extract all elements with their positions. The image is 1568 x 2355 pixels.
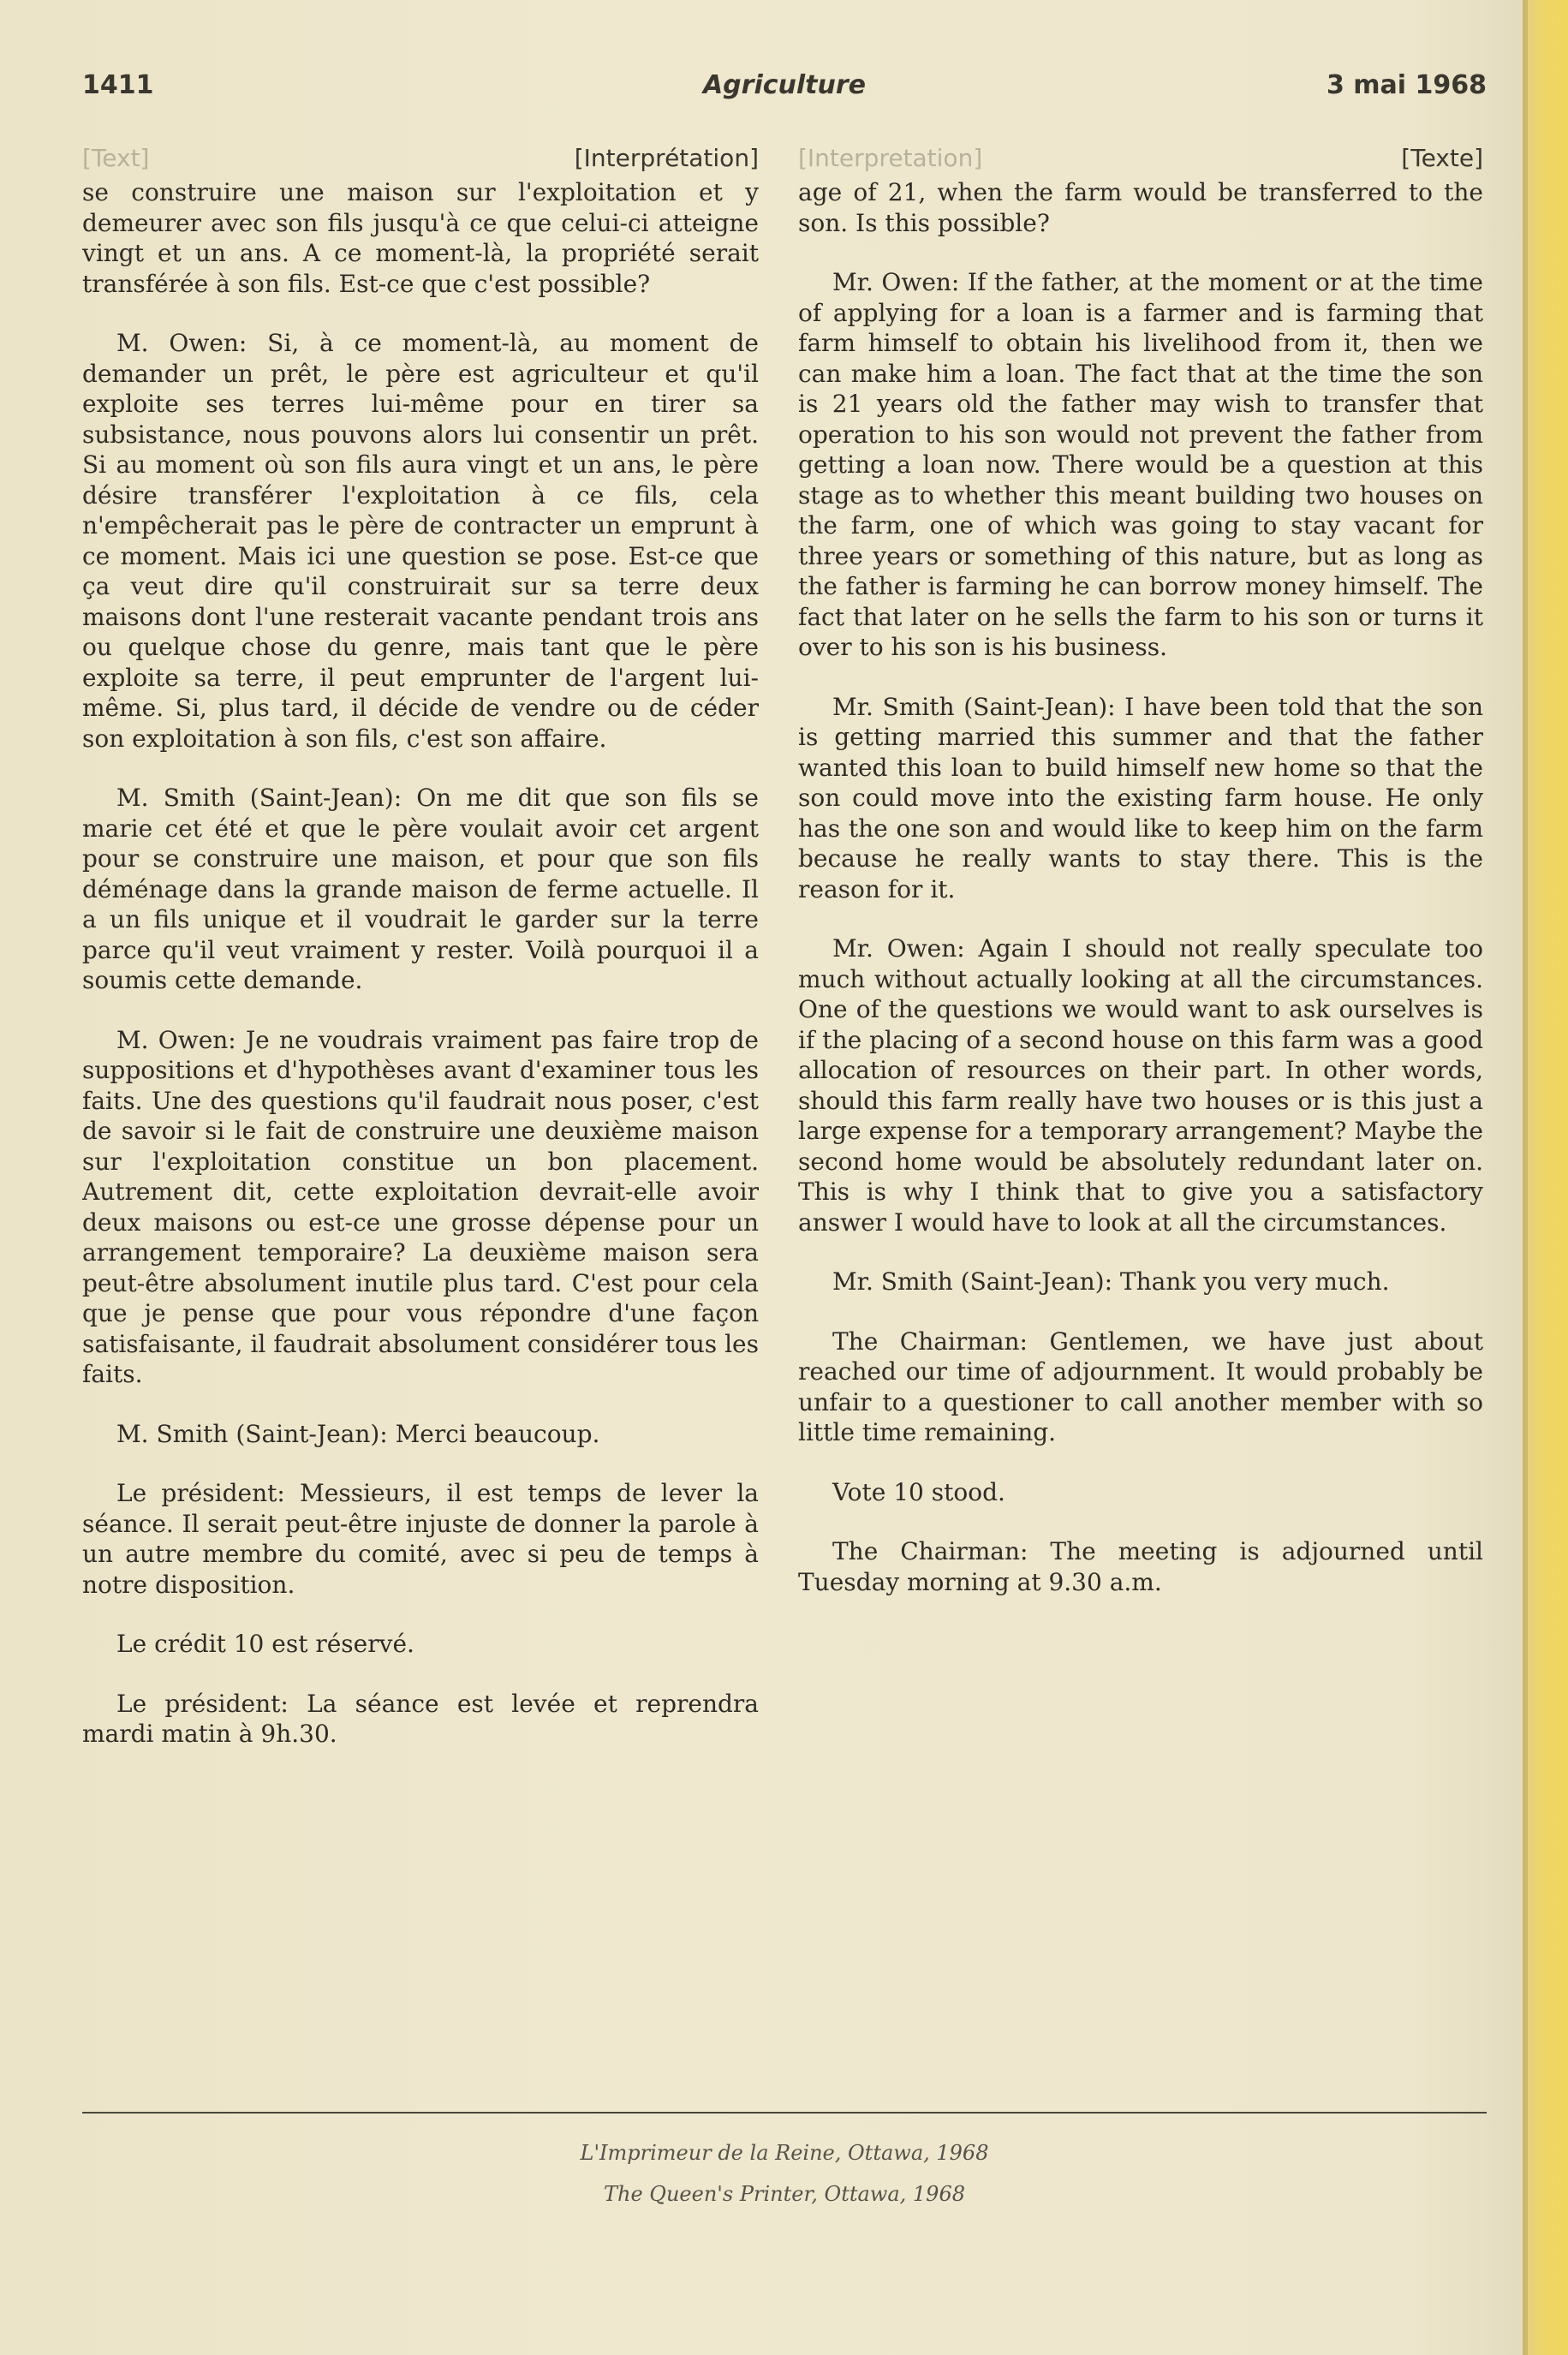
footer-printer-en: The Queen's Printer, Ottawa, 1968 (604, 2182, 965, 2206)
right-paragraph: Mr. Smith (Saint-Jean): Thank you very much. (832, 1267, 1390, 1296)
right-paragraph: Vote 10 stood. (832, 1477, 1005, 1506)
right-column-text (798, 177, 1483, 1597)
page-edge-binding (1523, 0, 1568, 2355)
page-header (82, 70, 1487, 113)
left-column-text (82, 177, 759, 1750)
right-paragraph: The Chairman: Gentlemen, we have just about reached our time of adjournment. It would probably be unfair to a questioner to call another member with so little time remaining. (798, 1327, 1483, 1446)
footer-printer-fr: L'Imprimeur de la Reine, Ottawa, 1968 (580, 2141, 989, 2165)
left-paragraph: M. Owen: Je ne voudrais vraiment pas faire trop de suppositions et d'hypothèses avant d'examiner tous les faits. Une des questions qu'il faudrait nous poser, c'est de savoir si le fait de construire une deuxième maison sur l'exploitation constitue un bon placement. Autrement dit, cette exploitation devrait-elle avoir deux maisons ou est-ce une grosse dépense pour un arrangement temporaire? La deuxième maison sera peut-être absolument inutile plus tard. C'est pour cela que je pense que pour vous répondre d'une façon satisfaisante, il faudrait absolument considérer tous les faits. (82, 1025, 759, 1388)
right-paragraph: Mr. Smith (Saint-Jean): I have been told that the son is getting married this summer and that the father wanted this loan to build himself new home so that the son could move into the existing farm house. He only has the one son and would like to keep him on the farm because he really wants to stay there. This is the reason for it. (798, 692, 1483, 903)
left-paragraph: Le crédit 10 est réservé. (116, 1630, 414, 1658)
left-paragraph: M. Smith (Saint-Jean): Merci beaucoup. (116, 1419, 600, 1448)
left-column-label-right: [Interprétation] (574, 144, 759, 172)
right-paragraph: age of 21, when the farm would be transferred to the son. Is this possible? (798, 178, 1483, 237)
footer-divider (82, 2112, 1487, 2114)
right-paragraph: The Chairman: The meeting is adjourned until Tuesday morning at 9.30 a.m. (798, 1537, 1483, 1596)
running-title: Agriculture (702, 70, 867, 100)
left-paragraph: M. Owen: Si, à ce moment-là, au moment de demander un prêt, le père est agriculteur et qu'il exploite ses terres lui-même pour en tirer sa subsistance, nous pouvons alors lui consentir un prêt. Si au moment où son fils aura vingt et un ans, le père désire transférer l'exploitation à ce fils, cela n'empêcherait pas le père de contracter un emprunt à ce moment. Mais ici une question se pose. Est-ce que ça veut dire qu'il construirait sur sa terre deux maisons dont l'une resterait vacante pendant trois ans ou quelque chose du genre, mais tant que le père exploite sa terre, il peut emprunter de l'argent lui-même. Si, plus tard, il décide de vendre ou de céder son exploitation à son fils, c'est son affaire. (82, 329, 759, 753)
page-date: 3 mai 1968 (1326, 70, 1487, 100)
right-paragraph: Mr. Owen: Again I should not really speculate too much without actually looking at all the circumstances. One of the questions we would want to ask ourselves is if the placing of a second house on this farm was a good allocation of resources on their part. In other words, should this farm really have two houses or is this just a large expense for a temporary arrangement? Maybe the second home would be absolutely redundant later on. This is why I think that to give you a satisfactory answer I would have to look at all the circumstances. (798, 934, 1483, 1237)
page-number: 1411 (82, 70, 154, 100)
right-column (798, 144, 1483, 1597)
left-column-label-left: [Text] (82, 144, 150, 172)
left-paragraph: Le président: Messieurs, il est temps de lever la séance. Il serait peut-être injuste de donner la parole à un autre membre du comité, avec si peu de temps à notre disposition. (82, 1479, 759, 1599)
right-column-label-right: [Texte] (1401, 144, 1483, 172)
left-column (82, 144, 759, 1750)
right-column-label (798, 144, 1483, 172)
left-paragraph: Le président: La séance est levée et reprendra mardi matin à 9h.30. (82, 1689, 759, 1748)
right-column-label-left: [Interpretation] (798, 144, 983, 172)
left-paragraph: M. Smith (Saint-Jean): On me dit que son fils se marie cet été et que le père voulait avoir cet argent pour se construire une maison, et pour que son fils déménage dans la grande maison de ferme actuelle. Il a un fils unique et il voudrait le garder sur la terre parce qu'il veut vraiment y rester. Voilà pourquoi il a soumis cette demande. (82, 784, 759, 994)
left-column-label (82, 144, 759, 172)
right-paragraph: Mr. Owen: If the father, at the moment or at the time of applying for a loan is a farmer and is farming that farm himself to obtain his livelihood from it, then we can make him a loan. The fact that at the time the son is 21 years old the father may wish to transfer that operation to his son would not prevent the father from getting a loan now. There would be a question at this stage as to whether this meant building two houses on the farm, one of which was going to stay vacant for three years or something of this nature, but as long as the father is farming he can borrow money himself. The fact that later on he sells the farm to his son or turns it over to his son is his business. (798, 268, 1483, 661)
left-paragraph: se construire une maison sur l'exploitation et y demeurer avec son fils jusqu'à ce que celui-ci atteigne vingt et un ans. A ce moment-là, la propriété serait transférée à son fils. Est-ce que c'est possible? (82, 178, 759, 298)
